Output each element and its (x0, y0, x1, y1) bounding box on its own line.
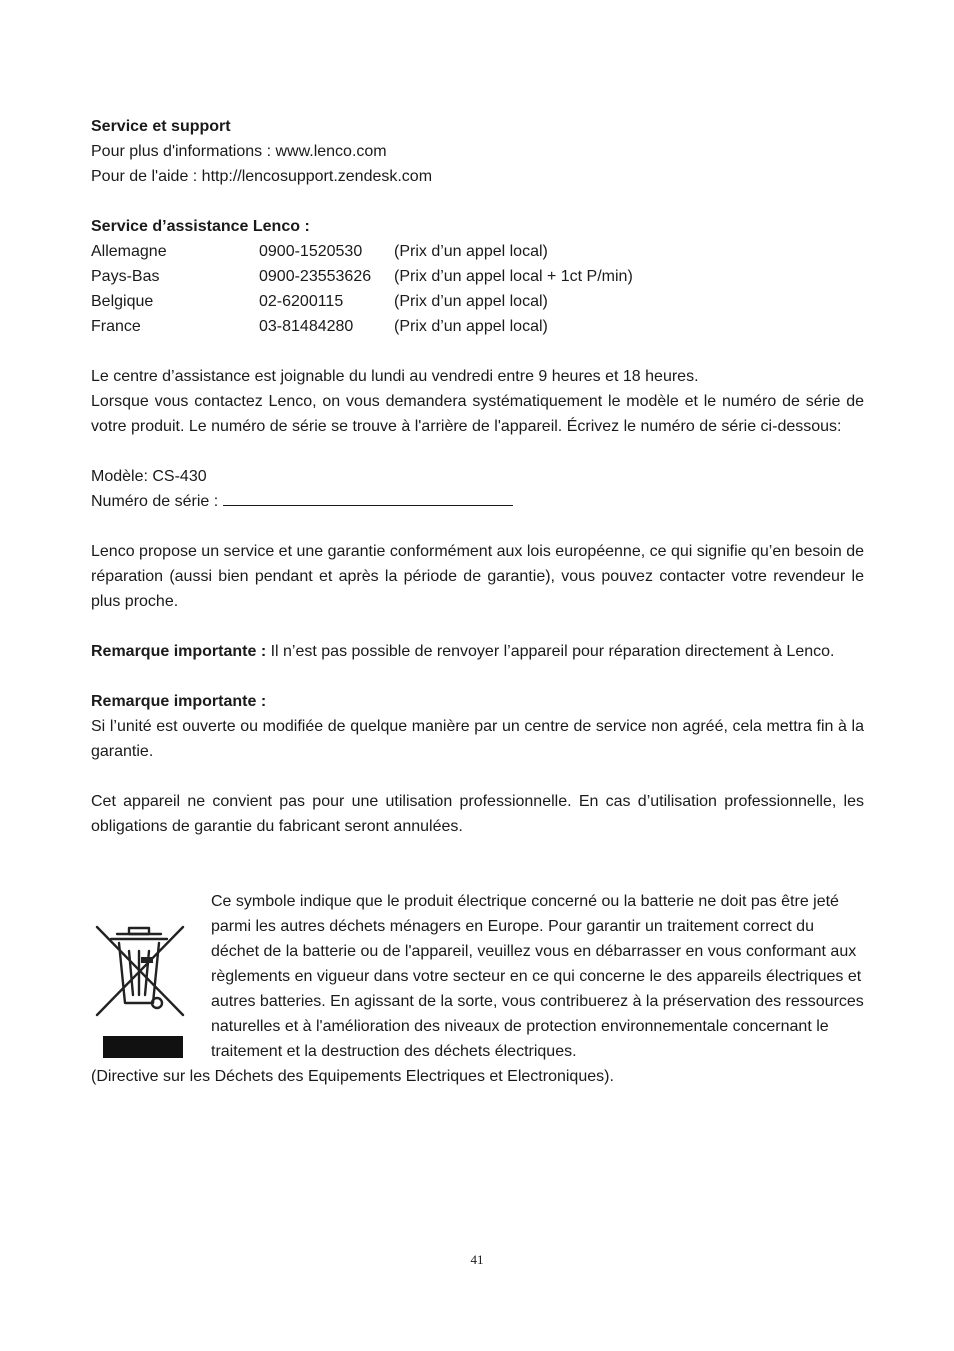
weee-section (91, 864, 864, 1089)
remark-1-label: Remarque importante : (91, 643, 267, 660)
hours-line: Le centre d’assistance est joignable du lundi au vendredi entre 9 heures et 18 heures. (91, 368, 699, 385)
contact-country: Allemagne (91, 243, 167, 260)
contact-phone: 0900-1520530 (259, 243, 363, 260)
remark-2-label: Remarque importante : (91, 693, 267, 710)
contact-note: (Prix d’un appel local) (394, 243, 548, 260)
contact-phone: 0900-23553626 (259, 268, 372, 285)
contact-country: Belgique (91, 293, 154, 310)
contact-note: (Prix d’un appel local + 1ct P/min) (394, 268, 633, 285)
page-number: 41 (470, 1252, 484, 1267)
info-line: Pour plus d'informations : www.lenco.com (91, 143, 387, 160)
contact-country: France (91, 318, 141, 335)
contact-country: Pays-Bas (91, 268, 160, 285)
contact-row (91, 314, 864, 339)
weee-directive: (Directive sur les Déchets des Equipements Electriques et Electroniques). (91, 1068, 614, 1085)
assistance-heading: Service d’assistance Lenco : (91, 218, 310, 235)
contact-row (91, 264, 864, 289)
weee-text: Ce symbole indique que le produit électrique concerné ou la batterie ne doit pas être jeté parmi les autres déchets ménagers en Europe. Pour garantir un traitement correct du déchet de la batterie ou de l'appareil, veuillez vous en débarrasser en vous conformant aux règlements en vigueur dans votre secteur en ce qui concerne le des appareils électriques et autres batteries. En agissant de la sorte, vous contribuerez à la préservation des ressources naturelles et à l'amélioration des niveaux de protection environnementale concernant le traitement et la destruction des déchets électriques. (211, 893, 864, 1060)
contact-note: (Prix d’un appel local) (394, 318, 548, 335)
contact-phone: 02-6200115 (259, 293, 344, 310)
remark-1-text: Il n’est pas possible de renvoyer l’appareil pour réparation directement à Lenco. (266, 643, 835, 660)
document-page (91, 114, 864, 1089)
serial-instructions: Lorsque vous contactez Lenco, on vous demandera systématiquement le modèle et le numéro de série de votre produit. Le numéro de série se trouve à l'arrière de l'appareil. Écrivez le numéro de série ci-dessous: (91, 393, 864, 435)
service-heading: Service et support (91, 118, 231, 135)
contact-note: (Prix d’un appel local) (394, 293, 548, 310)
remark-2-text: Si l’unité est ouverte ou modifiée de quelque manière par un centre de service non agréé, cela mettra fin à la garantie. (91, 718, 864, 760)
professional-use-paragraph: Cet appareil ne convient pas pour une utilisation professionnelle. En cas d’utilisation professionnelle, les obligations de garantie du fabricant seront annulées. (91, 793, 864, 835)
contact-row (91, 289, 864, 314)
contact-table (91, 239, 864, 339)
warranty-paragraph: Lenco propose un service et une garantie conformément aux lois européenne, ce qui signifie qu’en besoin de réparation (aussi bien pendant et après la période de garantie), vous pouvez contacter votre revendeur le plus proche. (91, 543, 864, 610)
serial-line (91, 489, 864, 514)
model-line: Modèle: CS-430 (91, 468, 207, 485)
serial-label: Numéro de série : (91, 493, 223, 510)
remark-1 (91, 639, 864, 664)
contact-phone: 03-81484280 (259, 318, 354, 335)
contact-row (91, 239, 864, 264)
help-line: Pour de l'aide : http://lencosupport.zendesk.com (91, 168, 433, 185)
serial-blank (223, 489, 513, 506)
weee-crossed-bin-icon (93, 919, 189, 1065)
